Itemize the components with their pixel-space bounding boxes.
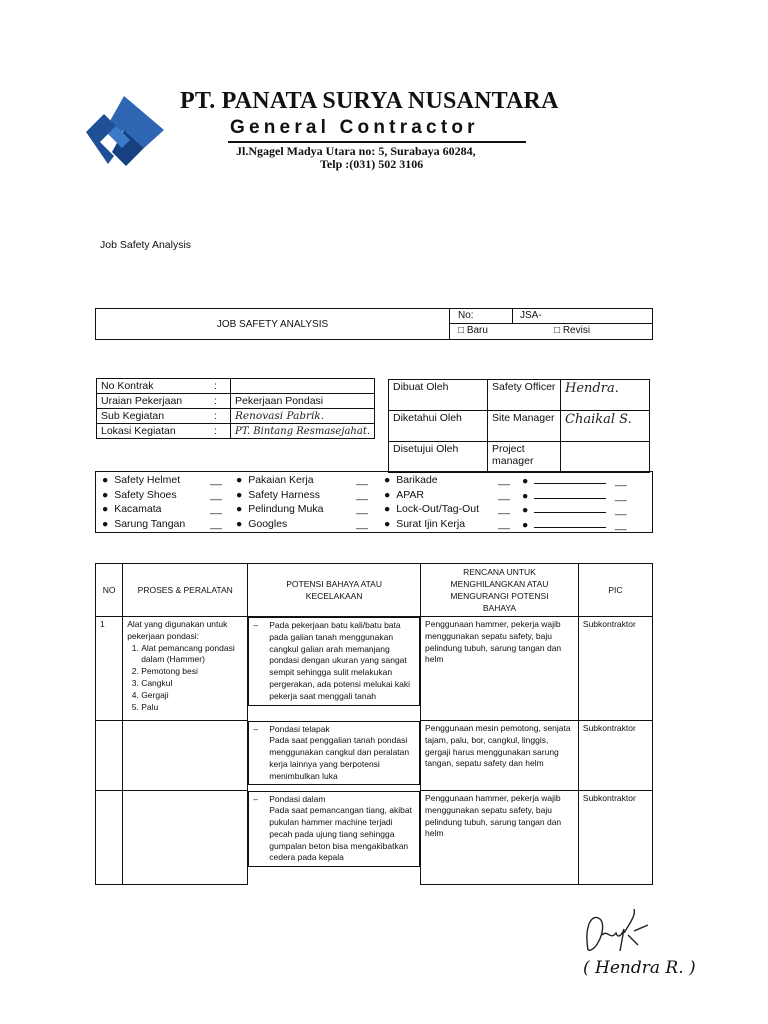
jsa-label: JSA- — [520, 310, 542, 321]
tagline-underline — [228, 141, 526, 143]
info-sep: : — [210, 409, 231, 424]
approval-row — [389, 442, 650, 473]
info-table — [96, 378, 375, 439]
header-pic: PIC — [578, 564, 652, 617]
ppe-column-1 — [102, 474, 222, 532]
info-row — [97, 379, 375, 394]
company-logo-icon — [86, 96, 166, 168]
option-revisi-checkbox[interactable]: □ Revisi — [554, 325, 591, 336]
header-no: NO — [96, 564, 123, 617]
ppe-item: ● Barikade __ — [384, 474, 510, 486]
ppe-item: ● Pelindung Muka __ — [236, 503, 368, 515]
approval-role: Dibuat Oleh — [389, 380, 488, 411]
ppe-item: ● Safety Helmet __ — [102, 474, 222, 486]
info-row — [97, 409, 375, 424]
ppe-check[interactable]: __ — [614, 475, 627, 487]
ppe-column-3 — [384, 474, 510, 532]
form-title: JOB SAFETY ANALYSIS — [96, 309, 450, 339]
ppe-blank-field[interactable] — [534, 503, 606, 513]
info-value: Pekerjaan Pondasi — [231, 394, 375, 409]
info-sep: : — [210, 379, 231, 394]
approval-signature — [561, 442, 650, 473]
ppe-blank-field[interactable] — [534, 489, 606, 499]
row-pic: Subkontraktor — [578, 791, 652, 885]
title-box — [95, 308, 653, 340]
row-potensi: – Pondasi dalam Pada saat pemancangan tiang, akibat pukulan hammer machine terjadi pecah pada ujung tiang sehingga gumpalan beton bisa mengakibatkan cedera pada kepala — [248, 791, 420, 868]
option-baru-checkbox[interactable]: □ Baru — [458, 325, 488, 336]
table-row — [96, 791, 653, 885]
row-rencana: Penggunaan hammer, pekerja wajib menggunakan sepatu safety, baju pelindung tubuh, sarung tangan dan helm — [421, 617, 579, 721]
ppe-check[interactable]: __ — [356, 474, 368, 486]
info-value — [231, 379, 375, 394]
signatory-name: ( Hendra R. ) — [583, 958, 696, 978]
ppe-item: ● Pakaian Kerja __ — [236, 474, 368, 486]
company-tagline: General Contractor — [230, 117, 479, 138]
info-row — [97, 424, 375, 439]
info-sep: : — [210, 424, 231, 439]
company-address: Jl.Ngagel Madya Utara no: 5, Surabaya 60284, — [236, 144, 476, 158]
approval-position: Project manager — [488, 442, 561, 473]
approval-table — [388, 379, 650, 473]
table-row — [96, 617, 653, 721]
ppe-check[interactable]: __ — [614, 518, 627, 531]
ppe-item: ● Safety Harness __ — [236, 488, 368, 501]
header-potensi: POTENSI BAHAYA ATAU KECELAKAAN — [248, 564, 421, 617]
approval-role: Diketahui Oleh — [389, 411, 488, 442]
approval-position: Site Manager — [488, 411, 561, 442]
ppe-check[interactable]: __ — [614, 504, 627, 516]
ppe-check[interactable]: __ — [498, 517, 510, 530]
row-potensi: – Pada pekerjaan batu kali/batu bata pada galian tanah menggunakan cangkul galian arah memanjang pondasi dengan ukuran yang sangat sempit sehingga sulit melakukan pergerakan, ada potensi melukai kaki pekerja saat menggali tanah — [248, 617, 420, 706]
info-sep: : — [210, 394, 231, 409]
row-rencana: Penggunaan mesin pemotong, senjata tajam, palu, bor, cangkul, linggis, gergaji harus menggunakan sarung tangan, sepatu safety dan helm — [421, 721, 579, 791]
ppe-item: ● APAR __ — [384, 488, 510, 501]
header-proses: PROSES & PERALATAN — [123, 564, 248, 617]
company-phone: Telp :(031) 502 3106 — [320, 157, 424, 171]
ppe-check[interactable]: __ — [356, 503, 368, 515]
row-proses: Alat yang digunakan untuk pekerjaan pondasi: 1. Alat pemancang pondasi dalam (Hammer) 2. Pemotong besi 3. Cangkul 4. Gergaji 5. Palu — [123, 617, 248, 721]
table-header-row — [96, 564, 653, 617]
ppe-check[interactable]: __ — [498, 474, 510, 486]
ppe-item: ● Safety Shoes __ — [102, 488, 222, 501]
ppe-check[interactable]: __ — [356, 517, 368, 530]
number-label: No: — [458, 310, 474, 321]
ppe-blank-item: ● __ — [522, 504, 627, 516]
ppe-item: ● Surat Ijin Kerja __ — [384, 517, 510, 530]
ppe-item: ● Sarung Tangan __ — [102, 517, 222, 530]
ppe-blank-item: ● __ — [522, 518, 627, 531]
ppe-item: ● Googles __ — [236, 517, 368, 530]
ppe-check[interactable]: __ — [614, 489, 627, 502]
ppe-column-4 — [522, 474, 627, 532]
ppe-check[interactable]: __ — [498, 503, 510, 515]
approval-signature: Chaikal S. — [561, 411, 650, 442]
document-label: Job Safety Analysis — [100, 239, 192, 251]
approval-position: Safety Officer — [488, 380, 561, 411]
handwritten-signature — [578, 905, 658, 965]
ppe-blank-item: ● __ — [522, 475, 627, 487]
ppe-blank-field[interactable] — [534, 518, 606, 528]
info-label: Uraian Pekerjaan — [97, 394, 211, 409]
info-label: Sub Kegiatan — [97, 409, 211, 424]
ppe-check[interactable]: __ — [498, 488, 510, 501]
info-value-handwritten: Renovasi Pabrik. — [231, 409, 375, 424]
header-rencana: RENCANA UNTUK MENGHILANGKAN ATAU MENGURANGI POTENSI BAHAYA — [421, 564, 579, 617]
info-row — [97, 394, 375, 409]
info-label: No Kontrak — [97, 379, 211, 394]
table-row — [96, 721, 653, 791]
ppe-blank-field[interactable] — [534, 474, 606, 484]
approval-row — [389, 380, 650, 411]
approval-signature: Hendra. — [561, 380, 650, 411]
ppe-checklist — [95, 471, 653, 533]
row-potensi: – Pondasi telapak Pada saat penggalian tanah pondasi menggunakan cangkul dan peralatan kerja lainnya yang berpotensi menimbulkan luka — [248, 721, 420, 786]
ppe-column-2 — [236, 474, 368, 532]
ppe-check[interactable]: __ — [210, 488, 222, 501]
info-value-handwritten: PT. Bintang Resmasejahat. — [231, 424, 375, 439]
ppe-item: ● Kacamata __ — [102, 503, 222, 515]
row-rencana: Penggunaan hammer, pekerja wajib menggunakan sepatu safety, baju pelindung tubuh, sarung tangan dan helm — [421, 791, 579, 885]
company-name: PT. PANATA SURYA NUSANTARA — [180, 88, 559, 114]
ppe-item: ● Lock-Out/Tag-Out __ — [384, 503, 510, 515]
row-pic: Subkontraktor — [578, 617, 652, 721]
row-pic: Subkontraktor — [578, 721, 652, 791]
hazard-table — [95, 563, 653, 885]
ppe-check[interactable]: __ — [210, 474, 222, 486]
approval-row — [389, 411, 650, 442]
approval-role: Disetujui Oleh — [389, 442, 488, 473]
ppe-check[interactable]: __ — [356, 488, 368, 501]
ppe-blank-item: ● __ — [522, 489, 627, 502]
ppe-check[interactable]: __ — [210, 503, 222, 515]
ppe-check[interactable]: __ — [210, 517, 222, 530]
info-label: Lokasi Kegiatan — [97, 424, 211, 439]
row-no: 1 — [96, 617, 123, 721]
